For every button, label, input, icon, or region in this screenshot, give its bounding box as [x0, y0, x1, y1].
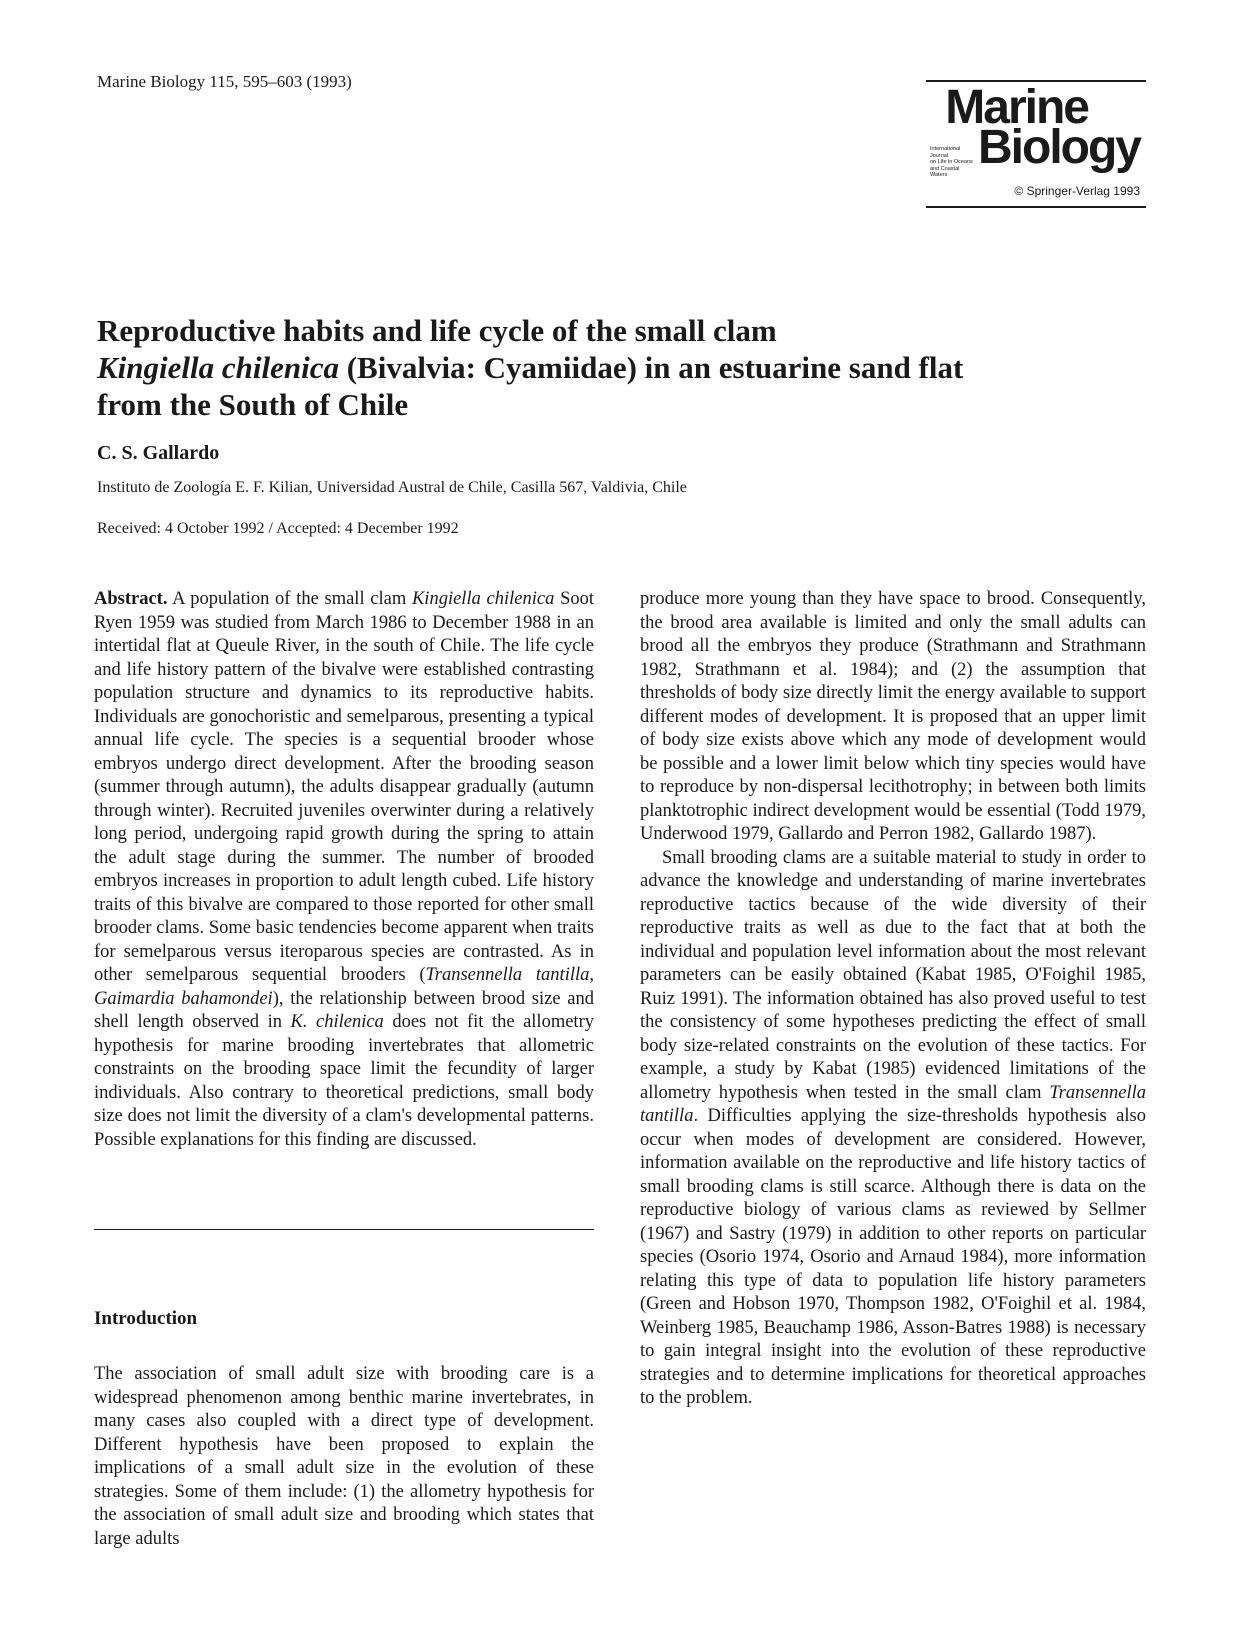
abstract-text: A population of the small clam: [167, 589, 412, 609]
species-name: Kingiella chilenica: [411, 589, 555, 609]
section-heading-introduction: Introduction: [94, 1308, 198, 1329]
journal-citation: Marine Biology 115, 595–603 (1993): [97, 72, 352, 91]
logo-marine-text: Marine: [945, 81, 1088, 134]
author: C. S. Gallardo: [97, 442, 220, 464]
species-name: K. chilenica: [290, 1012, 384, 1032]
title-species: Kingiella chilenica: [97, 350, 339, 385]
title-line-2: [97, 349, 1157, 386]
abstract-label: Abstract.: [94, 589, 168, 609]
logo-tagline: [930, 146, 978, 179]
logo-tagline-line: on Life in Oceans: [930, 159, 973, 165]
article-title: [97, 312, 1157, 423]
logo-bottom-rule: [926, 206, 1146, 208]
logo-tagline-line: International Journal: [930, 146, 961, 159]
abstract: [94, 588, 594, 1152]
introduction-right-column: [640, 588, 1146, 1411]
abstract-text: Soot Ryen 1959 was studied from March 1986 to December 1988 in an intertidal flat at Queule River, in the south of Chile. The life cycle and life history pattern of the bivalve were established contrasting population structure and dynamics to its reproductive habits. Individuals are gonochoristic and semelparous, presenting a typical annual life cycle. The species is a sequential brooder whose embryos undergo direct development. After the brooding season (summer through autumn), the adults disappear gradually (autumn through winter). Recruited juveniles overwinter during a relatively long period, undergoing rapid growth during the spring to attain the adult stage during the summer. The number of brooded embryos increases in proportion to adult length cubed. Life history traits of this bivalve are compared to those reported for other small brooder clams. Some basic tendencies become apparent when traits for semelparous versus iteroparous species are contrasted. As in other semelparous sequential brooders (: [94, 589, 595, 985]
paragraph-text: Small brooding clams are a suitable material to study in order to advance the knowledge and understanding of marine invertebrates reproductive tactics because of the wide diversity of their reproductive traits as well as due to the fact that at both the individual and population level information about the most relevant parameters can be easily obtained (Kabat 1985, O'Foighil 1985, Ruiz 1991). The information obtained has also proved useful to test the consistency of some hypotheses predicting the effect of small body size-related constraints on the evolution of these tactics. For example, a study by Kabat (1985) evidenced limitations of the allometry hypothesis when tested in the small clam: [640, 847, 1146, 1103]
paragraph-text: . Difficulties applying the size-thresholds hypothesis also occur when modes of development are considered. However, information available on the reproductive and life history tactics of small brooding clams is still scarce. Although there is data on the reproductive biology of various clams as reviewed by Sellmer (1967) and Sastry (1979) in addition to other reports on particular species (Osorio 1974, Osorio and Arnaud 1984), more information relating this type of data to population life history parameters (Green and Hobson 1970, Thompson 1982, O'Foighil et al. 1984, Weinberg 1985, Beauchamp 1986, Asson-Batres 1988) is necessary to gain integral insight into the evolution of these reproductive strategies and to determine implications for theoretical approaches to the problem.: [640, 1106, 1146, 1408]
introduction-paragraph-2: [640, 847, 1146, 1411]
abstract-text: ), the relationship between brood size and shell length observed in: [94, 988, 594, 1032]
introduction-paragraph-cont: produce more young than they have space to brood. Consequently, the brood area available is limited and only the small adults can brood all the embryos they produce (Strathmann and Strathmann 1982, Strathmann et al. 1984); and (2) the assumption that thresholds of body size directly limit the energy available to support different modes of development. It is proposed that an upper limit of body size exists above which any mode of development would be possible and a lower limit below which tiny species would have to reproduce by non-dispersal lecithotrophy; in between both limits planktotrophic indirect development would be essential (Todd 1979, Underwood 1979, Gallardo and Perron 1982, Gallardo 1987).: [640, 589, 1146, 844]
introduction-left-column: [94, 1363, 594, 1551]
affiliation: Instituto de Zoología E. F. Kilian, Universidad Austral de Chile, Casilla 567, Valdivia, Chile: [97, 479, 687, 496]
title-line-1: Reproductive habits and life cycle of the small clam: [97, 313, 777, 348]
journal-logo: [926, 80, 1146, 208]
logo-tagline-line: and Coastal Waters: [930, 165, 960, 178]
title-line-3: from the South of Chile: [97, 387, 409, 422]
copyright: © Springer-Verlag 1993: [1014, 184, 1140, 198]
abstract-divider: [94, 1229, 594, 1230]
abstract-text: does not fit the allometry hypothesis for marine brooding invertebrates that allometric constraints on the brooding space limit the fecundity of larger individuals. Also contrary to theoretical predictions, small body size does not limit the diversity of a clam's developmental patterns. Possible explanations for this finding are discussed.: [94, 1012, 594, 1150]
introduction-paragraph: The association of small adult size with brooding care is a widespread phenomenon among benthic marine invertebrates, in many cases also coupled with a direct type of development. Different hypothesis have been proposed to explain the implications of a small adult size in the evolution of these strategies. Some of them include: (1) the allometry hypothesis for the association of small adult size and brooding which states that large adults: [94, 1364, 594, 1549]
title-line-2-rest: (Bivalvia: Cyamiidae) in an estuarine sand flat: [338, 350, 964, 385]
received-accepted-dates: Received: 4 October 1992 / Accepted: 4 December 1992: [97, 520, 459, 537]
species-name: Transennella tantilla: [640, 1082, 1146, 1126]
species-name: Transennella tantilla, Gaimardia bahamondei: [94, 965, 594, 1009]
logo-biology-text: Biology: [978, 121, 1140, 174]
abstract-paragraph: [94, 588, 594, 1152]
